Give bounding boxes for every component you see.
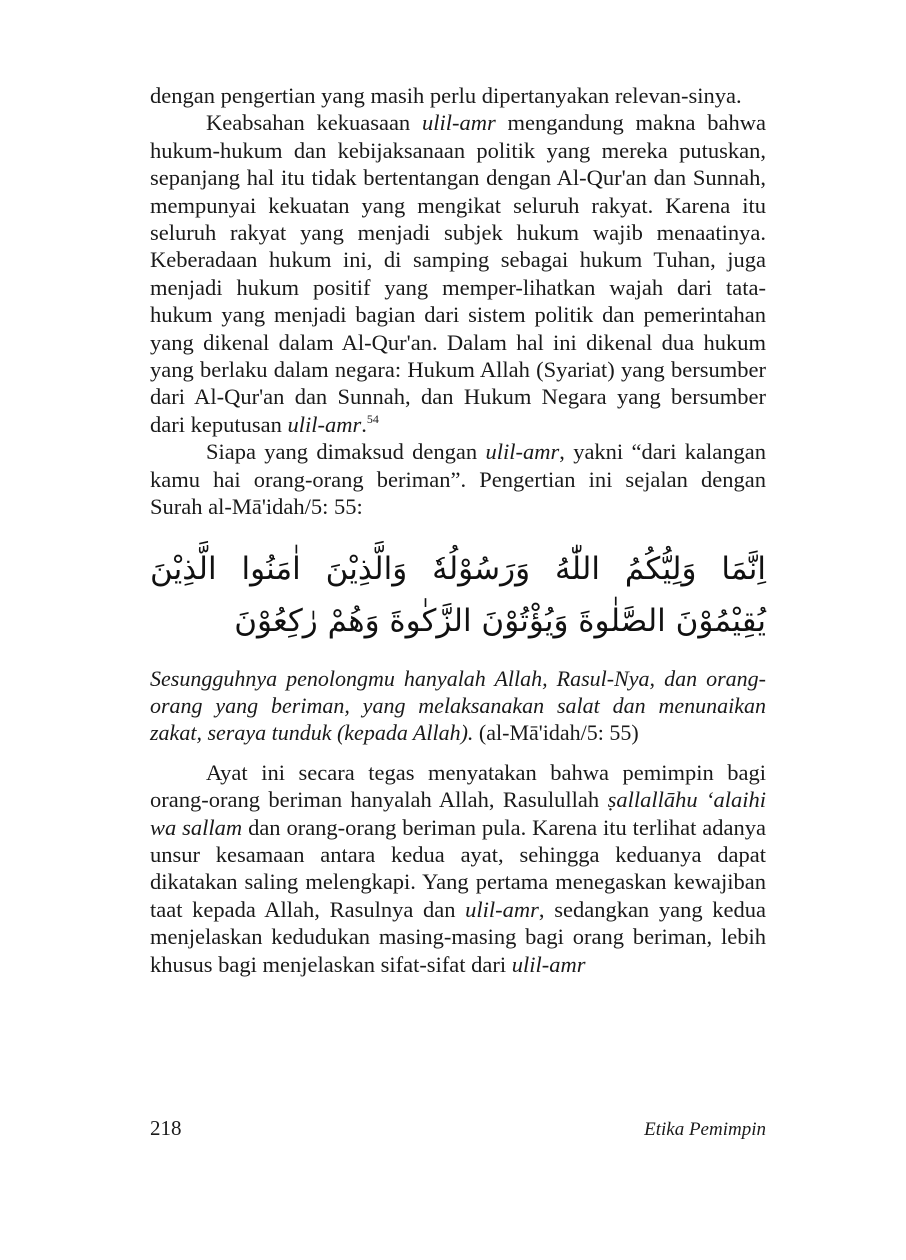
paragraph-text: mengandung makna bahwa hukum-hukum dan kebijaksanaan politik yang mereka putuskan, sepanjang hal itu tidak bertentangan dengan Al-Qur'an dan Sunnah, mempunyai kekuatan yang mengikat seluruh rakyat. Karena itu seluruh rakyat yang menjadi subjek hukum wajib menaatinya. Keberadaan hukum ini, di samping sebagai hukum Tuhan, juga menjadi hukum positif yang memper-lihatkan wajah dari tata-hukum yang menjadi bagian dari sistem politik dan pemerintahan yang dikenal dalam Al-Qur'an. Dalam hal ini dikenal dua hukum yang berlaku dalam negara: Hukum Allah (Syariat) yang bersumber dari Al-Qur'an dan Sunnah, dan Hukum Negara yang bersumber dari keputusan	[150, 110, 766, 437]
paragraph-text: dan orang-orang beriman pula. Karena itu terlihat adanya unsur kesamaan antara kedua ayat, sehingga keduanya dapat dikatakan saling melengkapi. Yang pertama menegaskan kewajiban taat kepada Allah, Rasulnya dan	[150, 814, 767, 922]
footnote-marker: 54	[366, 411, 379, 426]
paragraph-text: Ayat ini secara tegas menyatakan bahwa pemimpin bagi orang-orang beriman hanyalah Allah, Rasulullah	[150, 759, 766, 813]
paragraph-text: Keabsahan kekuasaan	[206, 110, 422, 136]
paragraph-text: Siapa yang dimaksud dengan	[206, 439, 486, 465]
italic-term: ulil-amr	[421, 110, 496, 136]
paragraph-text: , sedangkan yang kedua menjelaskan kedudukan masing-masing bagi orang beriman, lebih khusus bagi menjelaskan sifat-sifat dari	[150, 896, 766, 977]
italic-term: ulil-amr	[485, 439, 560, 465]
italic-term: ulil-amr	[511, 951, 586, 977]
paragraph-text: , yakni “dari kalangan kamu hai orang-orang beriman”. Pengertian ini sejalan dengan Surah al-Mā'idah/5: 55:	[150, 439, 766, 520]
paragraph-continuation	[150, 82, 766, 109]
running-title: Etika Pemimpin	[644, 1119, 766, 1140]
page-footer	[150, 1116, 766, 1141]
verse-reference: (al-Mā'idah/5: 55)	[473, 720, 639, 746]
page-body	[150, 82, 766, 978]
translation-text: Sesungguhnya penolongmu hanyalah Allah, Rasul-Nya, dan orang-orang yang beriman, yang melaksanakan salat dan menunaikan zakat, seraya tunduk (kepada Allah).	[150, 665, 766, 746]
page-number: 218	[150, 1116, 182, 1140]
paragraph-text: .	[361, 411, 367, 437]
paragraph-ulil-amr-legitimacy	[150, 109, 766, 438]
paragraph-verse-explanation	[150, 759, 766, 978]
italic-term: ulil-amr	[465, 896, 539, 922]
italic-term: ulil-amr	[287, 411, 362, 437]
verse-translation	[150, 665, 766, 747]
paragraph-text: dengan pengertian yang masih perlu dipertanyakan relevan-sinya.	[150, 83, 742, 108]
paragraph-who-is-ulil-amr	[150, 438, 766, 520]
arabic-verse: اِنَّمَا وَلِيُّكُمُ اللّٰهُ وَرَسُوْلُهٗ وَالَّذِيْنَ اٰمَنُوا الَّذِيْنَ يُقِيْمُوْنَ الصَّلٰوةَ وَيُؤْتُوْنَ الزَّكٰوةَ وَهُمْ رٰكِعُوْنَ	[150, 550, 766, 639]
italic-honorific: ṣallallāhu ‘alaihi wa sallam	[150, 787, 766, 840]
